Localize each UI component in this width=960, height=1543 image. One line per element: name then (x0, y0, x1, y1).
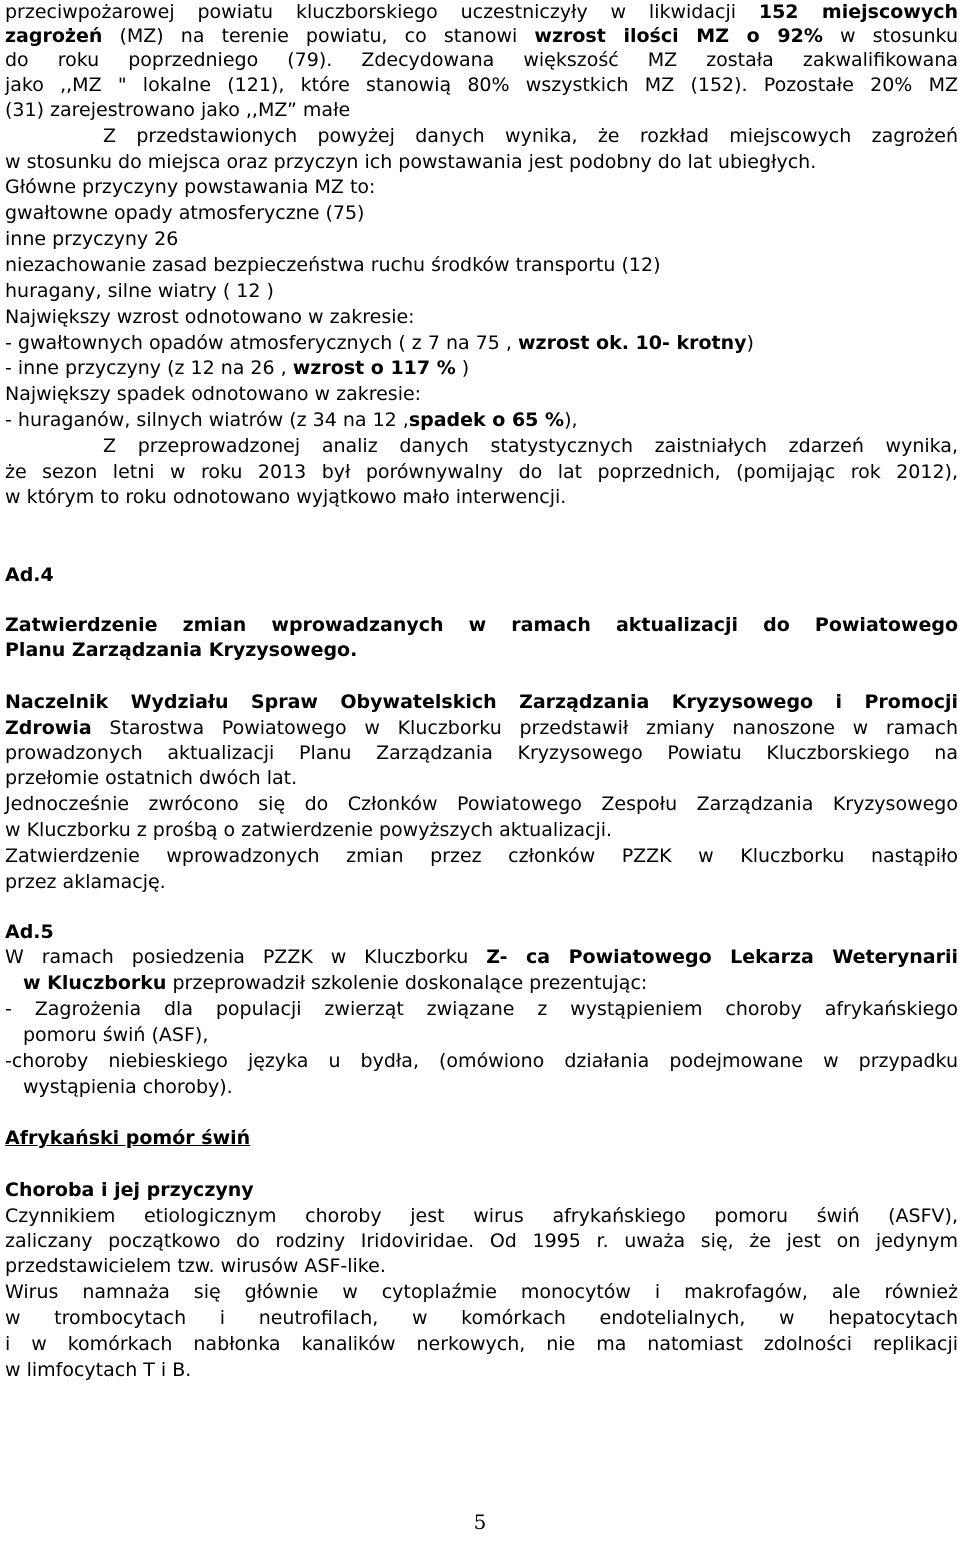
text-line: w Kluczborku z prośbą o zatwierdzenie powyższych aktualizacji. (5, 819, 613, 841)
text-line: przełomie ostatnich dwóch lat. (5, 767, 298, 789)
text-line: że sezon letni w roku 2013 był porównywalny do lat poprzednich, (pomijając rok 2012), (5, 461, 958, 483)
text-line: (31) zarejestrowano jako ,,MZ” małe (5, 99, 351, 121)
text-line: inne przyczyny 26 (5, 228, 179, 250)
text-line: wystąpienia choroby). (23, 1076, 233, 1098)
text-line: zaliczany początkowo do rodziny Iridoviridae. Od 1995 r. uważa się, że jest on jedynym (5, 1230, 958, 1252)
section-title: Planu Zarządzania Kryzysowego. (5, 639, 358, 661)
text-line: Z przedstawionych powyżej danych wynika, że rozkład miejscowych zagrożeń (103, 125, 958, 147)
text-line: w Kluczborku przeprowadził szkolenie doskonalące prezentując: (23, 972, 648, 994)
text-line: przedstawicielem tzw. wirusów ASF-like. (5, 1255, 386, 1277)
text-line: Największy wzrost odnotowano w zakresie: (5, 306, 415, 328)
text-line: - Zagrożenia dla populacji zwierząt związane z wystąpieniem choroby afrykańskiego (5, 998, 958, 1020)
section-title: Zatwierdzenie zmian wprowadzanych w ramach aktualizacji do Powiatowego (5, 614, 958, 636)
text-line: Wirus namnaża się głównie w cytoplaźmie monocytów i makrofagów, ale również (5, 1281, 958, 1303)
text-line: w limfocytach T i B. (5, 1359, 192, 1381)
text-line: -choroby niebieskiego języka u bydła, (omówiono działania podejmowane w przypadku (5, 1050, 958, 1072)
text-line: - gwałtownych opadów atmosferycznych ( z 7 na 75 , wzrost ok. 10- krotny) (5, 332, 754, 354)
text-line: przez aklamację. (5, 871, 166, 893)
text-line: w trombocytach i neutrofilach, w komórkach endotelialnych, w hepatocytach (5, 1307, 958, 1329)
text-line: Główne przyczyny powstawania MZ to: (5, 176, 376, 198)
text-line: Zatwierdzenie wprowadzonych zmian przez członków PZZK w Kluczborku nastąpiło (5, 845, 958, 867)
text-line: Jednocześnie zwrócono się do Członków Powiatowego Zespołu Zarządzania Kryzysowego (5, 793, 958, 815)
text-line: przeciwpożarowej powiatu kluczborskiego uczestniczyły w likwidacji 152 miejscowych (5, 1, 958, 23)
text-line: W ramach posiedzenia PZZK w Kluczborku Z- ca Powiatowego Lekarza Weterynarii (5, 946, 958, 968)
section-subheading: Choroba i jej przyczyny (5, 1179, 254, 1201)
text-line: zagrożeń (MZ) na terenie powiatu, co stanowi wzrost ilości MZ o 92% w stosunku (5, 25, 958, 47)
section-label-ad5: Ad.5 (5, 921, 54, 943)
text-line: w stosunku do miejsca oraz przyczyn ich powstawania jest podobny do lat ubiegłych. (5, 151, 817, 173)
text-line: gwałtowne opady atmosferyczne (75) (5, 202, 365, 224)
text-line: Z przeprowadzonej analiz danych statystycznych zaistniałych zdarzeń wynika, (103, 435, 958, 457)
text-line: Czynnikiem etiologicznym choroby jest wirus afrykańskiego pomoru świń (ASFV), (5, 1205, 958, 1227)
text-line: do roku poprzedniego (79). Zdecydowana większość MZ została zakwalifikowana (5, 49, 958, 71)
text-line: - inne przyczyny (z 12 na 26 , wzrost o 117 % ) (5, 357, 470, 379)
text-line: niezachowanie zasad bezpieczeństwa ruchu środków transportu (12) (5, 254, 661, 276)
text-line: huragany, silne wiatry ( 12 ) (5, 280, 274, 302)
page-number: 5 (473, 1510, 487, 1534)
text-line: Zdrowia Starostwa Powiatowego w Kluczborku przedstawił zmiany nanoszone w ramach (5, 717, 958, 739)
text-line: pomoru świń (ASF), (23, 1024, 209, 1046)
section-label-ad4: Ad.4 (5, 564, 54, 586)
section-heading: Afrykański pomór świń (5, 1127, 251, 1149)
text-line: w którym to roku odnotowano wyjątkowo mało interwencji. (5, 486, 567, 508)
text-line: jako ,,MZ " lokalne (121), które stanowią 80% wszystkich MZ (152). Pozostałe 20% MZ (5, 74, 958, 96)
text-line: - huraganów, silnych wiatrów (z 34 na 12 ,spadek o 65 %), (5, 409, 578, 431)
text-line: prowadzonych aktualizacji Planu Zarządzania Kryzysowego Powiatu Kluczborskiego na (5, 742, 958, 764)
text-line: Największy spadek odnotowano w zakresie: (5, 383, 422, 405)
text-line: Naczelnik Wydziału Spraw Obywatelskich Zarządzania Kryzysowego i Promocji (5, 691, 958, 713)
text-line: i w komórkach nabłonka kanalików nerkowych, nie ma natomiast zdolności replikacji (5, 1333, 958, 1355)
